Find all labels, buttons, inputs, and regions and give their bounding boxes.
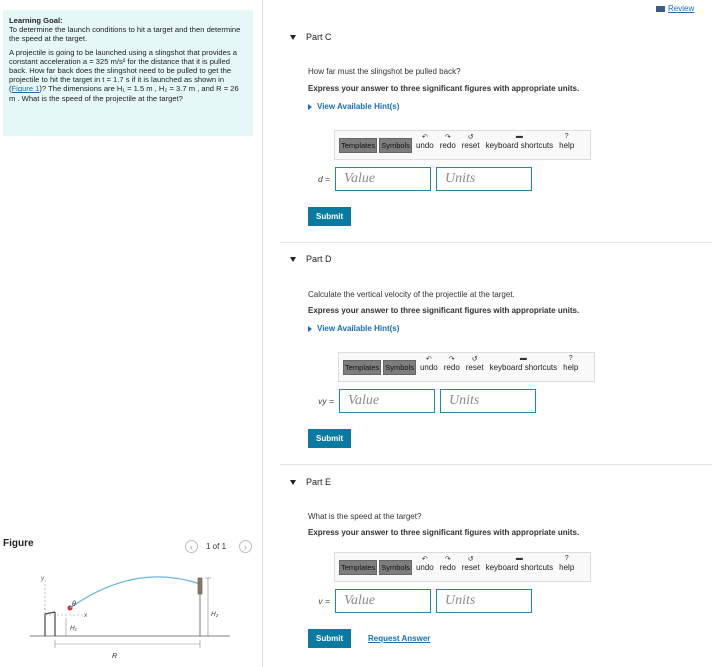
help-icon: ? — [564, 554, 569, 562]
help-button[interactable]: ? help — [559, 554, 575, 572]
help-button[interactable]: ? help — [559, 132, 575, 150]
figure-diagram — [30, 562, 240, 662]
reset-icon: ↺ — [467, 555, 474, 563]
part-d-header[interactable] — [290, 254, 332, 264]
part-d-variable: vy = — [318, 396, 334, 406]
undo-icon: ↶ — [421, 133, 428, 141]
part-e-value-input[interactable]: Value — [335, 589, 431, 613]
figure-y-label: y — [41, 576, 44, 582]
redo-icon: ↷ — [444, 133, 451, 141]
reset-icon: ↺ — [471, 355, 478, 363]
reset-button[interactable]: ↺ reset — [465, 355, 484, 372]
redo-button[interactable]: ↷ redo — [439, 555, 456, 572]
redo-button[interactable]: ↷ redo — [443, 355, 460, 372]
part-e-toolbar — [334, 552, 591, 582]
part-e-units-input[interactable]: Units — [436, 589, 532, 613]
part-c-hint-link[interactable]: View Available Hint(s) — [308, 102, 399, 111]
reset-button[interactable]: ↺ reset — [461, 133, 480, 150]
undo-button[interactable]: ↶ undo — [419, 355, 438, 372]
figure-title: Figure — [3, 538, 34, 549]
part-c-header[interactable] — [290, 32, 332, 42]
separator — [280, 464, 712, 465]
figure-x-label: x — [84, 613, 87, 619]
keyboard-shortcuts-button[interactable]: ▬ keyboard shortcuts — [485, 554, 554, 572]
symbols-button[interactable]: Symbols — [383, 360, 416, 375]
trajectory-path — [70, 577, 200, 608]
part-c-value-input[interactable]: Value — [335, 167, 431, 191]
book-icon — [656, 6, 665, 12]
part-e-answer-row — [308, 589, 532, 613]
part-d-units-input[interactable]: Units — [440, 389, 536, 413]
pane-divider — [262, 0, 263, 667]
keyboard-shortcuts-button[interactable]: ▬ keyboard shortcuts — [489, 354, 558, 372]
help-button[interactable]: ? help — [563, 354, 579, 372]
part-e-submit-button[interactable]: Submit — [308, 629, 351, 648]
part-d-toolbar — [338, 352, 595, 382]
problem-statement: A projectile is going to be launched using a slingshot that provides a constant acceleration a = 325 m/s² for the distance that it is pulled back. How far back does the slingshot need to be pulled to get the projectile to hit the target in t = 1.7 s if it is launched as shown in (Figure 1)? The dimensions are H₁ = 1.5 m , H₂ = 3.7 m , and R = 26 m . What is the speed of the projectile at the target? — [9, 47, 239, 103]
separator — [280, 242, 712, 243]
review-label: Review — [668, 4, 695, 13]
help-icon: ? — [568, 354, 573, 362]
figure-h1-label: H₁ — [70, 625, 77, 632]
hint-triangle-icon — [308, 104, 312, 110]
reset-icon: ↺ — [467, 133, 474, 141]
part-c-variable: d = — [317, 174, 330, 184]
figure-next-button[interactable]: › — [239, 540, 252, 553]
keyboard-icon: ▬ — [515, 132, 523, 140]
part-d-value-input[interactable]: Value — [339, 389, 435, 413]
collapse-triangle-icon — [290, 35, 296, 40]
part-d-submit-button[interactable]: Submit — [308, 429, 351, 448]
collapse-triangle-icon — [290, 480, 296, 485]
symbols-button[interactable]: Symbols — [379, 138, 412, 153]
part-c-title: Part C — [306, 32, 332, 42]
symbols-button[interactable]: Symbols — [379, 560, 412, 575]
undo-button[interactable]: ↶ undo — [415, 555, 434, 572]
collapse-triangle-icon — [290, 257, 296, 262]
part-e-header[interactable] — [290, 477, 331, 487]
undo-icon: ↶ — [421, 555, 428, 563]
review-link[interactable] — [656, 4, 694, 13]
part-d-hint-link[interactable]: View Available Hint(s) — [308, 324, 399, 333]
part-c-units-input[interactable]: Units — [436, 167, 532, 191]
redo-button[interactable]: ↷ redo — [439, 133, 456, 150]
keyboard-icon: ▬ — [515, 554, 523, 562]
keyboard-icon: ▬ — [519, 354, 527, 362]
templates-button[interactable]: Templates — [339, 138, 377, 153]
part-c-toolbar — [334, 130, 591, 160]
learning-goal-box — [3, 10, 253, 136]
part-e-question: What is the speed at the target? — [308, 512, 422, 521]
learning-goal-title: Learning Goal: — [9, 16, 63, 25]
reset-button[interactable]: ↺ reset — [461, 555, 480, 572]
redo-icon: ↷ — [444, 555, 451, 563]
figure-pager-count: 1 of 1 — [206, 542, 227, 551]
figure-prev-button[interactable]: ‹ — [185, 540, 198, 553]
part-e-express: Express your answer to three significant figures with appropriate units. — [308, 528, 580, 537]
part-c-question: How far must the slingshot be pulled back? — [308, 67, 461, 76]
part-d-title: Part D — [306, 254, 332, 264]
part-e-title: Part E — [306, 477, 332, 487]
part-e-variable: v = — [318, 596, 330, 606]
undo-icon: ↶ — [425, 355, 432, 363]
figure-theta-label: θ — [72, 601, 76, 608]
part-c-express: Express your answer to three significant figures with appropriate units. — [308, 84, 580, 93]
part-d-express: Express your answer to three significant figures with appropriate units. — [308, 306, 580, 315]
figure-h2-label: H₂ — [211, 611, 219, 618]
request-answer-link[interactable]: Request Answer — [368, 634, 431, 643]
part-c-submit-button[interactable]: Submit — [308, 207, 351, 226]
hint-triangle-icon — [308, 326, 312, 332]
part-d-answer-row — [312, 389, 536, 413]
learning-goal-text: To determine the launch conditions to hit a target and then determine the speed at the target. — [9, 25, 241, 44]
keyboard-shortcuts-button[interactable]: ▬ keyboard shortcuts — [485, 132, 554, 150]
part-c-answer-row — [308, 167, 532, 191]
templates-button[interactable]: Templates — [339, 560, 377, 575]
redo-icon: ↷ — [448, 355, 455, 363]
help-icon: ? — [564, 132, 569, 140]
templates-button[interactable]: Templates — [343, 360, 381, 375]
figure-r-label: R — [112, 653, 118, 660]
part-d-question: Calculate the vertical velocity of the projectile at the target. — [308, 290, 515, 299]
undo-button[interactable]: ↶ undo — [415, 133, 434, 150]
figure-link[interactable]: Figure 1 — [11, 84, 40, 94]
